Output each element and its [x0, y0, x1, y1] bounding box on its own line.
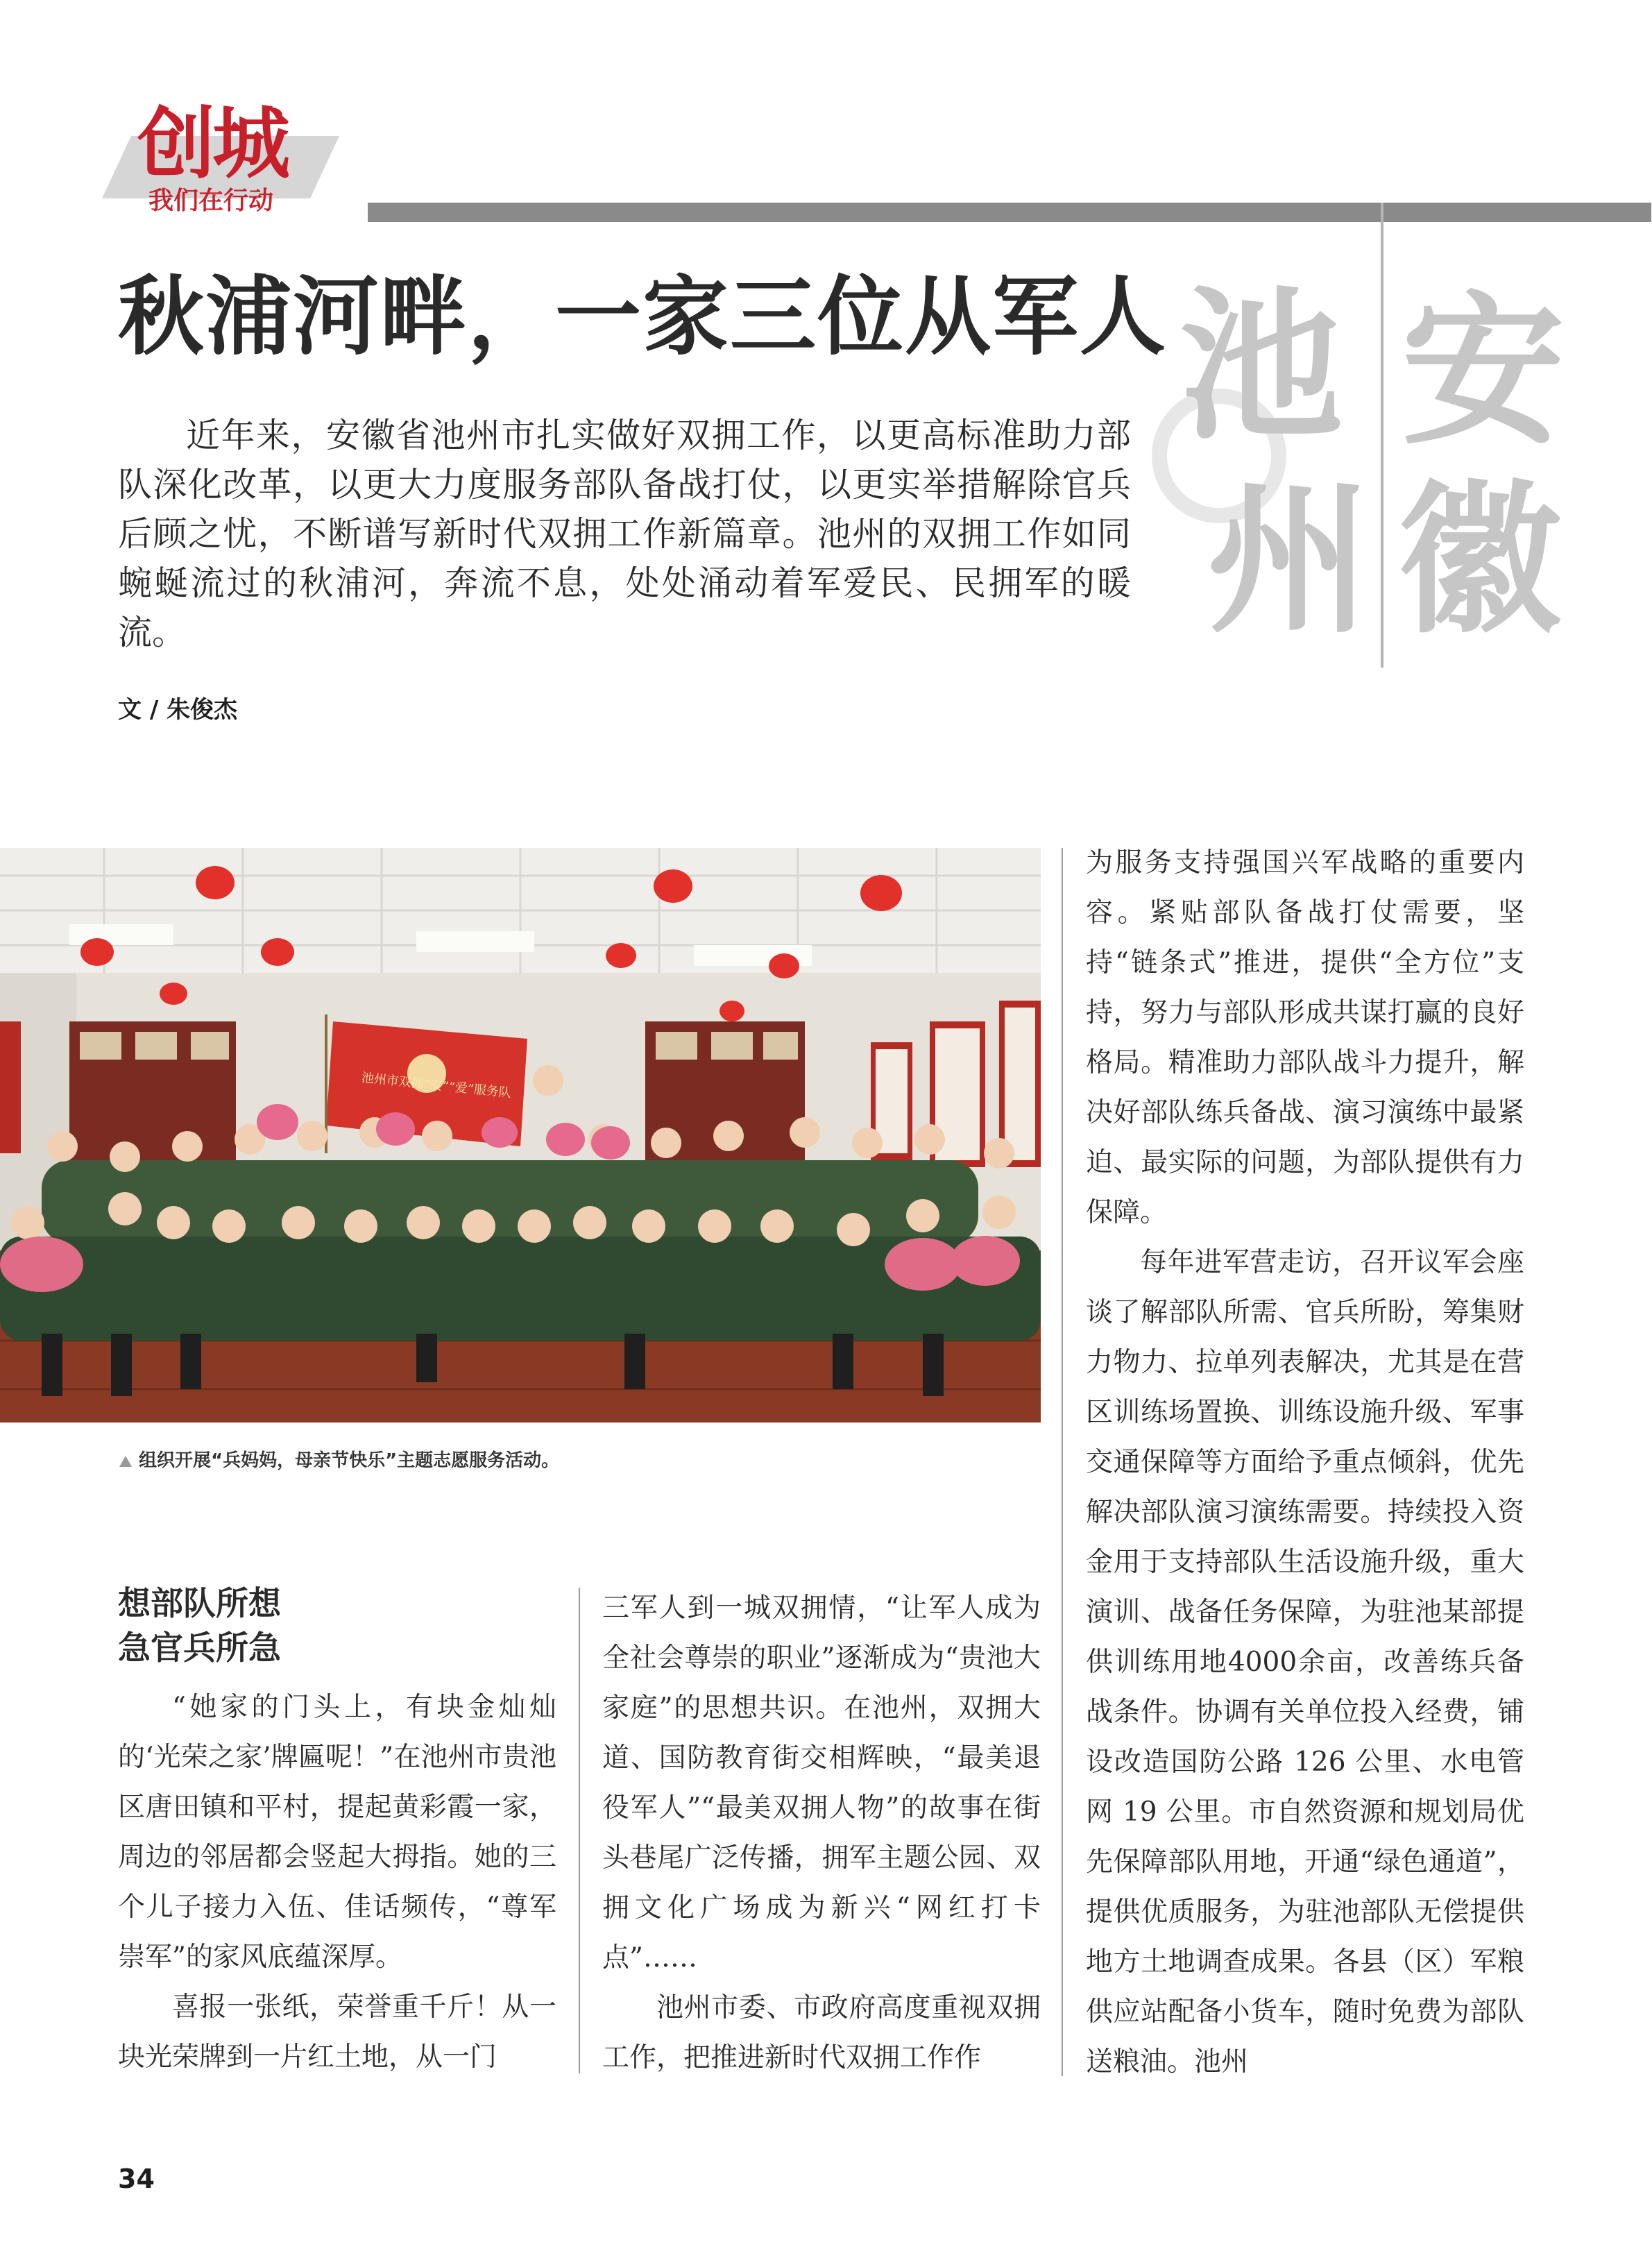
- photo-caption-text: 组织开展“兵妈妈，母亲节快乐”主题志愿服务活动。: [139, 1450, 560, 1471]
- page-number: 34: [118, 2164, 155, 2194]
- decor-char-chi: 池: [1180, 270, 1343, 461]
- section-heading: [118, 1582, 281, 1671]
- photo-caption: [119, 1446, 559, 1472]
- section-heading-line-2: 急官兵所急: [118, 1629, 281, 1667]
- column-divider-1: [579, 1588, 580, 2073]
- section-logo-subtitle: 我们在行动: [148, 187, 274, 215]
- paragraph: 三军人到一城双拥情，“让军人成为全社会尊崇的职业”逐渐成为“贵池大家庭”的思想共识。在池州，双拥大道、国防教育街交相辉映，“最美退役军人”“最美双拥人物”的故事在街头巷尾广泛传播，拥军主题公园、双拥文化广场成为新兴“网红打卡点”……: [602, 1593, 1041, 1973]
- column-divider-2: [1062, 848, 1063, 2076]
- decor-vertical-rule: [1381, 203, 1383, 668]
- article-lede: 近年来，安徽省池州市扎实做好双拥工作，以更高标准助力部队深化改革，以更大力度服务部队备战打仗，以更实举措解除官兵后顾之忧，不断谱写新时代双拥工作新篇章。池州的双拥工作如同蜿蜒流过的秋浦河，奔流不息，处处涌动着军爱民、民拥军的暖流。: [118, 416, 1131, 652]
- paragraph: 为服务支持强国兴军战略的重要内容。紧贴部队备战打仗需要，坚持“链条式”推进，提供“全方位”支持，努力与部队形成共谋打赢的良好格局。精准助力部队战斗力提升，解决好部队练兵备战、演习演练中最紧迫、最实际的问题，为部队提供有力保障。: [1086, 847, 1524, 1228]
- group-photo-illustration: [0, 848, 1041, 1423]
- paragraph: “她家的门头上，有块金灿灿的‘光荣之家’牌匾呢！”在池州市贵池区唐田镇和平村，提起黄彩霞一家，周边的邻居都会竖起大拇指。她的三个儿子接力入伍、佳话频传，“尊军崇军”的家风底蕴深厚。: [118, 1692, 556, 1973]
- header-rule: [368, 203, 1651, 222]
- banner-text: 池州市双拥“安”“爱”服务队: [360, 1070, 512, 1101]
- caption-triangle-icon: [119, 1456, 132, 1467]
- column-1-body: [118, 1683, 556, 2082]
- section-heading-line-1: 想部队所想: [118, 1585, 281, 1623]
- column-3-body: [1086, 838, 1524, 2087]
- decor-char-hui: 徽: [1398, 464, 1561, 656]
- byline: 文 / 朱俊杰: [118, 696, 238, 724]
- decor-char-an: 安: [1402, 275, 1565, 467]
- paragraph: 喜报一张纸，荣誉重千斤！从一块光荣牌到一片红土地，从一门: [118, 1992, 556, 2073]
- paragraph: 池州市委、市政府高度重视双拥工作，把推进新时代双拥工作作: [602, 1992, 1041, 2073]
- article-headline: 秋浦河畔，一家三位从军人: [118, 266, 1168, 367]
- article-photo: [0, 848, 1041, 1423]
- decor-char-zhou: 州: [1207, 464, 1370, 656]
- column-2-body: [602, 1583, 1041, 2083]
- paragraph: 每年进军营走访，召开议军会座谈了解部队所需、官兵所盼，筹集财力物力、拉单列表解决，尤其是在营区训练场置换、训练设施升级、军事交通保障等方面给予重点倾斜，优先解决部队演习演练需要。持续投入资金用于支持部队生活设施升级，重大演训、战备任务保障，为驻池某部提供训练用地4000余亩，改善练兵备战条件。协调有关单位投入经费，铺设改造国防公路 126 公里、水电管网 19 公里。市自然资源和规划局优先保障部队用地，开通“绿色通道”，提供优质服务，为驻池部队无偿提供地方土地调查成果。各县（区）军粮供应站配备小货车，随时免费为部队送粮油。池州: [1086, 1247, 1524, 2078]
- section-logo-title: 创城: [137, 99, 287, 189]
